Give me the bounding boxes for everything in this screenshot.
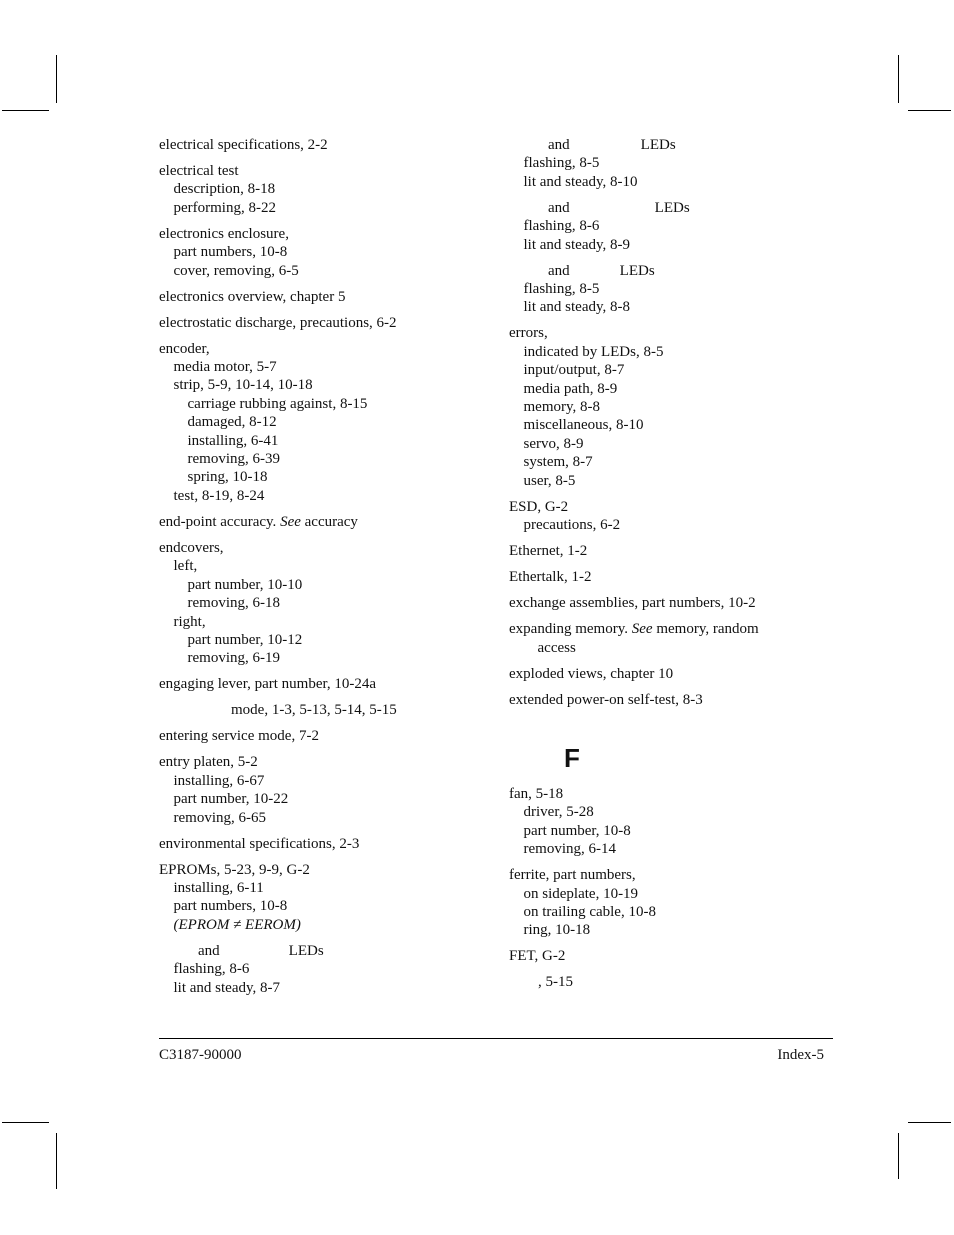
crop-mark [898,1133,899,1179]
index-entry [509,620,819,657]
index-subterm: removing, 6-39 [187,451,280,468]
index-subterm: test, 8-19, 8-24 [173,487,265,504]
index-term: exploded views, chapter 10 [509,665,674,682]
index-entry [509,947,819,965]
index-subterm: precautions, 6-2 [523,517,621,534]
index-entry [509,594,819,612]
index-subterm: installing, 6-67 [173,772,265,789]
index-subterm: performing, 8-22 [173,199,276,216]
index-subterm: spring, 10-18 [187,469,268,486]
index-term: electrostatic discharge, precautions, 6-2 [159,314,397,331]
index-term [509,199,819,217]
index-subterm: part number, 10-10 [187,576,303,593]
document-number: C3187-90000 [159,1047,242,1063]
crop-mark [2,1122,49,1123]
index-term: electronics overview, chapter 5 [159,288,346,305]
index-term: electrical test [159,163,239,179]
index-text-part: accuracy [300,513,358,530]
index-entry [159,513,489,531]
index-term: fan, 5-18 [509,785,564,802]
index-entry [509,973,819,991]
index-term [509,262,819,280]
index-term: electronics enclosure, [159,225,289,242]
index-subterm: lit and steady, 8-7 [173,979,281,996]
index-subterm: left, [173,558,198,575]
index-term: ESD, G-2 [509,498,569,515]
index-subterm: part numbers, 10-8 [173,244,288,261]
page-number: Index-5 [777,1047,824,1063]
index-subterm: lit and steady, 8-9 [523,236,631,253]
index-subterm: carriage rubbing against, 8-15 [187,395,368,412]
index-subterm: miscellaneous, 8-10 [523,417,644,434]
index-text-part: See [631,621,653,638]
index-subterm: ring, 10-18 [523,922,591,939]
index-term: extended power-on self-test, 8-3 [509,691,703,708]
index-subterm: flashing, 8-5 [523,281,600,298]
index-subterm: installing, 6-41 [187,432,279,449]
index-entry [159,162,489,217]
index-entry [159,727,489,745]
index-entry [509,568,819,586]
index-subterm: part number, 10-12 [187,631,303,648]
index-subterm: input/output, 8-7 [523,362,625,379]
index-text-part: LEDs [654,199,690,216]
index-subterm: media path, 8-9 [523,380,618,397]
index-term [159,942,489,960]
index-entry [509,665,819,683]
index-subterm: user, 8-5 [523,472,576,489]
crop-mark [56,55,57,103]
index-text-part: expanding memory. [509,621,632,638]
index-entry [159,835,489,853]
index-subterm: installing, 6-11 [173,879,264,896]
index-entry [509,542,819,560]
index-term: mode, 1-3, 5-13, 5-14, 5-15 [231,702,397,719]
index-entry [509,262,819,317]
index-entry [509,498,819,535]
index-subterm: part number, 10-22 [173,791,289,808]
index-entry [159,340,489,506]
index-entry [509,199,819,254]
index-subterm: damaged, 8-12 [187,414,277,431]
index-subterm: media motor, 5-7 [173,359,277,376]
index-text-part: and [548,137,570,153]
index-term [509,620,819,638]
index-term: environmental specifications, 2-3 [159,835,360,852]
crop-mark [908,1122,951,1123]
index-term: encoder, [159,340,210,357]
index-term: entering service mode, 7-2 [159,728,319,745]
index-subterm: memory, 8-8 [523,399,601,416]
index-term: ferrite, part numbers, [509,867,636,884]
index-subterm: access [537,639,576,656]
index-subterm: part number, 10-8 [523,822,631,839]
index-entry [159,539,489,668]
index-text-part: LEDs [288,942,324,959]
index-text-part: See [280,513,301,530]
crop-mark [56,1133,57,1189]
index-entry [159,288,489,306]
index-column-left [159,136,489,1005]
index-term: Ethertalk, 1-2 [509,569,592,586]
index-term [159,513,489,531]
index-entry [159,225,489,280]
index-entry [509,691,819,709]
index-subterm: removing, 6-14 [523,841,616,858]
index-term: Ethernet, 1-2 [509,543,588,560]
index-term: electrical specifications, 2-2 [159,137,328,153]
crop-mark [898,55,899,103]
index-entry [159,861,489,935]
index-entry [159,675,489,693]
index-entry [159,753,489,827]
index-column-right [509,136,819,999]
crop-mark [908,110,951,111]
index-text-part: LEDs [640,137,676,153]
index-entry [159,314,489,332]
index-text-part: memory, random [652,621,759,638]
footer-rule [159,1038,833,1039]
index-subterm: indicated by LEDs, 8-5 [523,343,664,360]
index-entry [509,136,819,191]
index-subterm: driver, 5-28 [523,804,594,821]
index-text-part: and [548,199,570,216]
index-text-part: LEDs [619,262,655,279]
crop-mark [2,110,49,111]
index-subterm: servo, 8-9 [523,435,584,452]
index-subterm: flashing, 8-6 [173,961,250,978]
section-letter-heading: F [564,742,580,773]
index-term: endcovers, [159,539,224,556]
index-term: engaging lever, part number, 10-24a [159,676,377,693]
index-entry [509,866,819,940]
index-subterm: cover, removing, 6-5 [173,262,299,279]
index-term: errors, [509,325,548,342]
index-term: FET, G-2 [509,948,566,965]
index-subterm: removing, 6-65 [173,809,266,826]
index-term: entry platen, 5-2 [159,754,258,771]
index-subterm: lit and steady, 8-10 [523,173,638,190]
index-text-part: and [548,262,570,279]
index-subterm: right, [173,613,206,630]
index-term: exchange assemblies, part numbers, 10-2 [509,595,756,612]
index-subterm: flashing, 8-5 [523,155,600,172]
index-text-part: and [198,942,220,959]
index-subterm: strip, 5-9, 10-14, 10-18 [173,377,313,394]
index-subterm: on sideplate, 10-19 [523,885,639,902]
index-subterm: (EPROM ≠ EEROM) [173,916,301,933]
index-entry [159,701,489,719]
index-text-part: end-point accuracy. [159,513,281,530]
index-subterm: lit and steady, 8-8 [523,299,631,316]
index-entry [509,785,819,859]
index-subterm: description, 8-18 [173,181,276,198]
index-subterm: system, 8-7 [523,454,593,471]
index-subterm: removing, 6-18 [187,595,280,612]
index-subterm: on trailing cable, 10-8 [523,903,656,920]
index-term [509,136,819,154]
index-subterm: removing, 6-19 [187,650,280,667]
index-subterm: part numbers, 10-8 [173,898,288,915]
index-entry [159,136,489,154]
index-entry [509,324,819,490]
index-term: EPROMs, 5-23, 9-9, G-2 [159,861,310,878]
index-term: , 5-15 [538,974,573,991]
index-subterm: flashing, 8-6 [523,218,600,235]
index-entry [159,942,489,997]
